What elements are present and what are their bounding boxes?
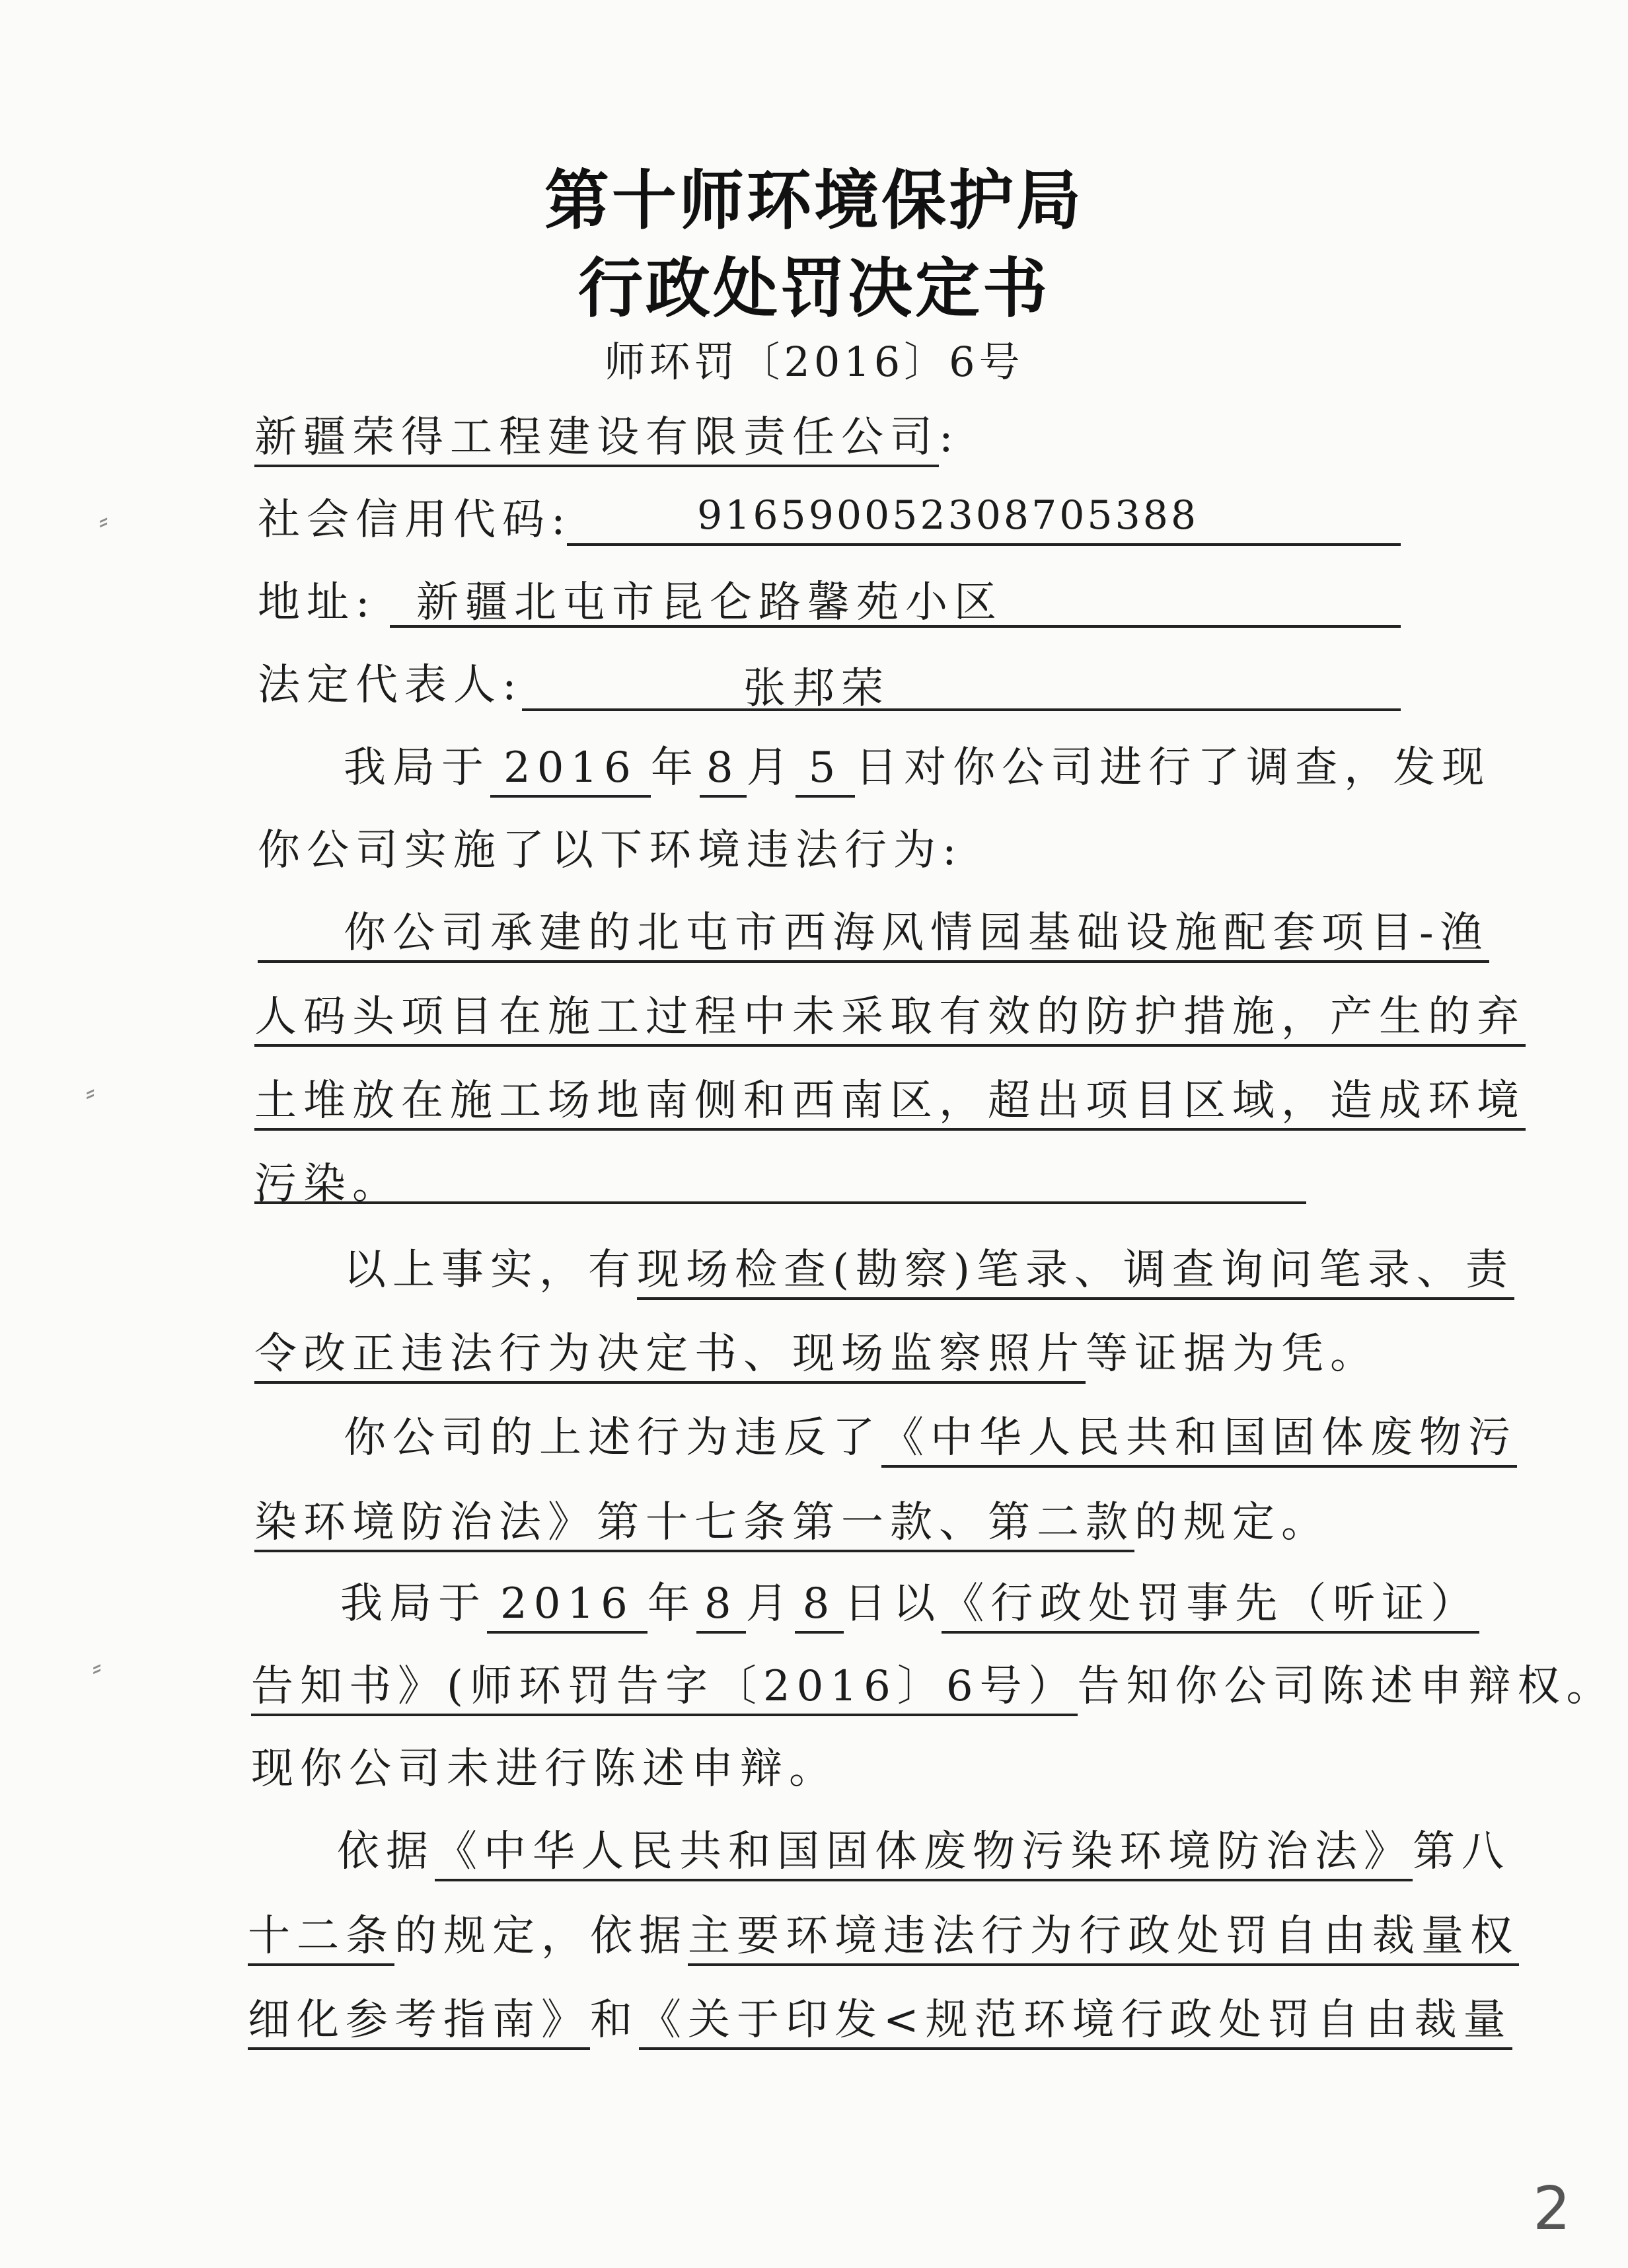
page-number: 2: [1533, 2174, 1571, 2244]
basis-line-2: 十二条的规定，依据主要环境违法行为行政处罚自由裁量权: [248, 1902, 1519, 1963]
agency-title: 第十师环境保护局: [544, 163, 1084, 239]
credit-code-underline: [567, 543, 1401, 546]
binding-hole-mark: ⸗: [86, 1077, 95, 1108]
legal-rep-label: 法定代表人:: [258, 661, 523, 710]
law-line-1: 你公司的上述行为违反了《中华人民共和国固体废物污: [344, 1404, 1517, 1464]
violation-line-4: 污染。: [254, 1160, 401, 1209]
notice-line-2: 告知书》(师环罚告字〔2016〕6号）告知你公司陈述申辩权。: [251, 1652, 1615, 1713]
legal-rep-underline: [522, 708, 1401, 711]
credit-code-label: 社会信用代码:: [258, 496, 572, 545]
violation-line-1: 你公司承建的北屯市西海风情园基础设施配套项目-渔: [258, 899, 1489, 960]
evidence-line-2: 令改正违法行为决定书、现场监察照片等证据为凭。: [254, 1320, 1379, 1380]
company-colon: :: [939, 413, 960, 462]
law-line-2: 染环境防治法》第十七条第一款、第二款的规定。: [254, 1488, 1330, 1549]
basis-line-1: 依据《中华人民共和国固体废物污染环境防治法》第八: [337, 1817, 1510, 1878]
notice-line-3: 现你公司未进行陈述申辩。: [251, 1745, 838, 1794]
binding-hole-mark: ⸗: [92, 1652, 102, 1682]
credit-code-value: 916590052308705388: [697, 492, 1199, 539]
violation-line-2: 人码头项目在施工过程中未采取有效的防护措施，产生的弃: [254, 983, 1526, 1043]
document-number: 师环罚〔2016〕6号: [604, 338, 1024, 386]
address-label: 地址:: [258, 578, 377, 627]
binding-hole-mark: ⸗: [99, 506, 108, 536]
violation-line-4-underline: [254, 1201, 1306, 1204]
company-name: 新疆荣得工程建设有限责任公司: [254, 413, 939, 467]
basis-line-3: 细化参考指南》和《关于印发<规范环境行政处罚自由裁量: [248, 1986, 1512, 2047]
investigation-line-1: 我局于 2016 年 8 月 5 日对你公司进行了调查，发现: [344, 734, 1491, 794]
address-value: 新疆北屯市昆仑路馨苑小区: [416, 578, 1003, 627]
document-type-title: 行政处罚决定书: [577, 251, 1050, 326]
notice-line-1: 我局于 2016 年 8 月 8 日以《行政处罚事先（听证）: [340, 1569, 1479, 1630]
violation-line-3: 土堆放在施工场地南侧和西南区，超出项目区域，造成环境: [254, 1067, 1526, 1127]
company-name-line: [254, 403, 960, 464]
evidence-line-1: 以上事实，有现场检查(勘察)笔录、调查询问笔录、责: [344, 1236, 1514, 1297]
investigation-line-2: 你公司实施了以下环境违法行为:: [258, 826, 963, 875]
legal-rep-value: 张邦荣: [743, 664, 890, 713]
